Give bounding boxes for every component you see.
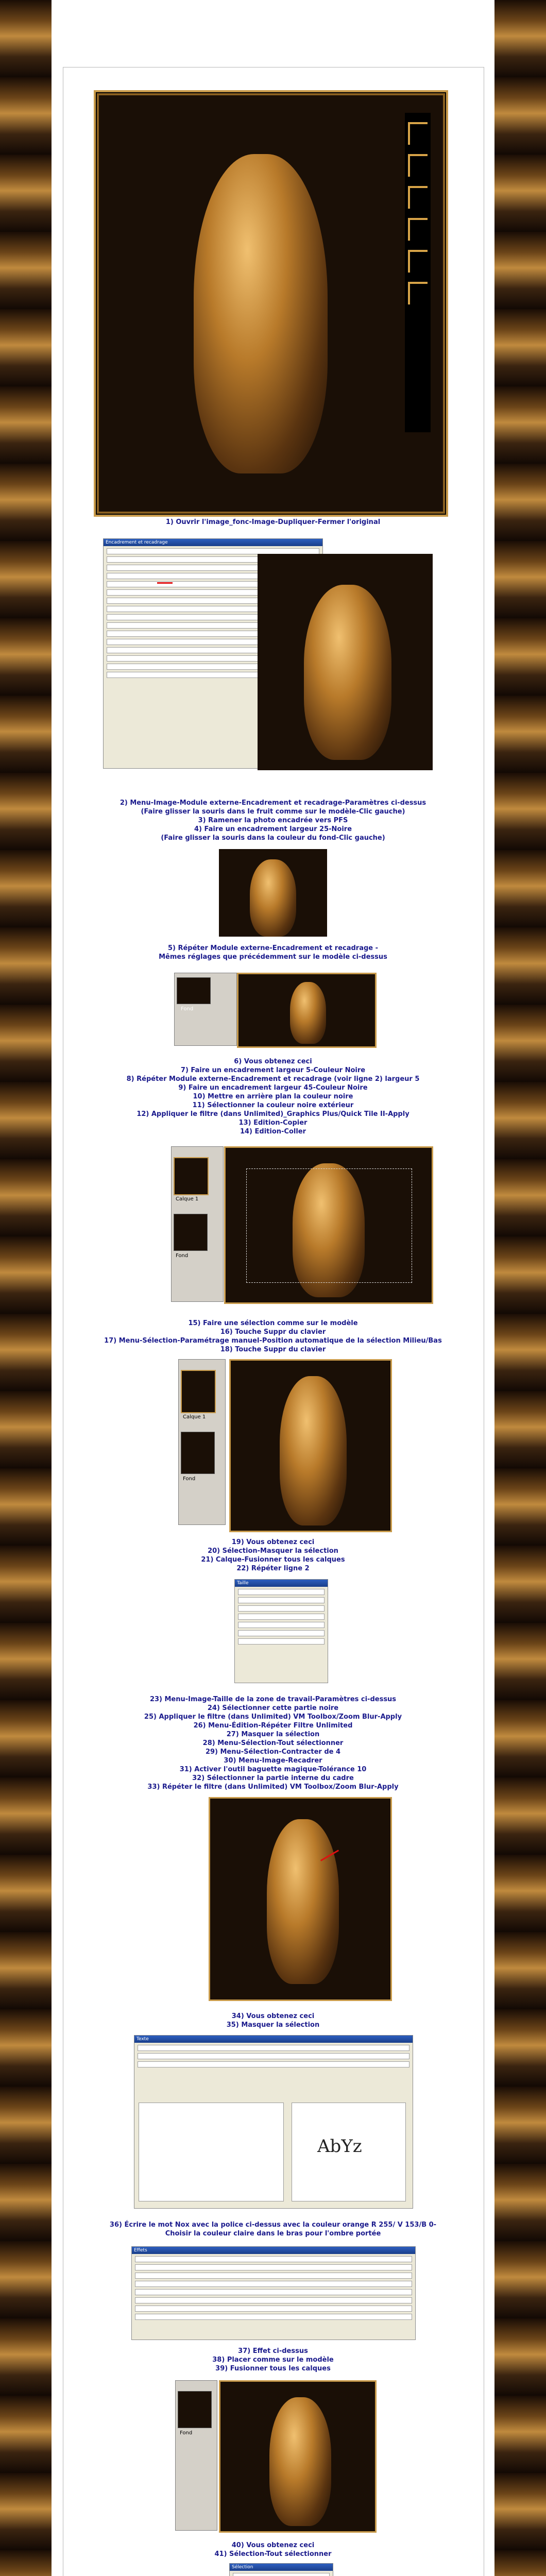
frame-module-window: Encadrement et recadrage — [103, 538, 323, 769]
step-caption: 18) Touche Suppr du clavier — [220, 1346, 326, 1353]
step-caption: 2) Menu-Image-Module externe-Encadrement et recadrage-Paramètres ci-dessus — [120, 799, 426, 807]
step-caption: 28) Menu-Sélection-Tout sélectionner — [202, 1739, 344, 1747]
step-caption: Choisir la couleur claire dans le bras pour l'ombre portée — [165, 2230, 381, 2238]
step-caption: 19) Vous obtenez ceci — [231, 1538, 315, 1546]
step-caption: 7) Faire un encadrement largeur 5-Couleur Noire — [180, 1066, 366, 1074]
step-caption: 30) Menu-Image-Recadrer — [224, 1757, 322, 1765]
layer-label-fond: Fond — [181, 1006, 194, 1012]
step-caption: 21) Calque-Fusionner tous les calques — [201, 1556, 345, 1564]
layers-panel: Fond — [175, 2380, 217, 2531]
step-caption: 4) Faire un encadrement largeur 25-Noire — [194, 825, 352, 833]
step6-image — [237, 973, 377, 1048]
step-caption: 8) Répéter Module externe-Encadrement et recadrage (voir ligne 2) largeur 5 — [126, 1075, 420, 1083]
step-caption: 29) Menu-Sélection-Contracter de 4 — [205, 1748, 341, 1756]
golden-woman-figure — [194, 154, 328, 473]
step-caption: 1) Ouvrir l'image_fonc-Image-Dupliquer-Fermer l'original — [165, 518, 381, 526]
font-preview-text: AbYz — [317, 2136, 362, 2157]
step-caption: 26) Menu-Édition-Répéter Filtre Unlimited — [193, 1722, 353, 1730]
step15-image — [224, 1146, 433, 1304]
layers-panel: Calque 1 Fond — [178, 1359, 226, 1525]
background-right-pattern — [494, 0, 546, 2576]
step40-image — [219, 2380, 377, 2533]
step-caption: 23) Menu-Image-Taille de la zone de travail-Paramètres ci-dessus — [149, 1696, 397, 1703]
canvas-size-dialog: Taille — [234, 1579, 328, 1683]
step-caption: 15) Faire une sélection comme sur le modèle — [188, 1319, 358, 1327]
step34-image — [209, 1797, 392, 2001]
layers-panel — [174, 973, 237, 1046]
text-dialog: Texte AbYz — [134, 2035, 413, 2209]
step-caption: 32) Sélectionner la partie interne du cadre — [192, 1774, 354, 1782]
step-caption: 16) Touche Suppr du clavier — [220, 1328, 326, 1336]
step-caption: 25) Appliquer le filtre (dans Unlimited) VM Toolbox/Zoom Blur-Apply — [144, 1713, 402, 1721]
step-caption: (Faire glisser la souris dans la couleur du fond-Clic gauche) — [161, 834, 385, 842]
red-arrow — [157, 582, 173, 584]
step-caption: 24) Sélectionner cette partie noire — [207, 1704, 339, 1712]
step-caption: 17) Menu-Sélection-Paramétrage manuel-Position automatique de la sélection Milieu/Bas — [104, 1337, 442, 1345]
final-preview-image — [94, 90, 448, 517]
module-preview-image — [258, 554, 433, 770]
step-caption: 36) Écrire le mot Nox avec la police ci-dessus avec la couleur orange R 255/ V 153/B 0- — [109, 2221, 437, 2229]
step-caption: 40) Vous obtenez ceci — [231, 2541, 315, 2549]
step-caption: 22) Répéter ligne 2 — [236, 1565, 310, 1572]
step-caption: 11) Sélectionner la couleur noire extérieur — [192, 1101, 354, 1109]
background-left-pattern — [0, 0, 52, 2576]
step-caption: 5) Répéter Module externe-Encadrement et recadrage - — [167, 944, 379, 952]
step-caption: 39) Fusionner tous les calques — [215, 2365, 331, 2372]
step-caption: 41) Sélection-Tout sélectionner — [214, 2550, 332, 2558]
step-caption: 10) Mettre en arrière plan la couleur noire — [193, 1093, 353, 1100]
step5-image — [219, 849, 327, 937]
nox-text-column — [405, 113, 431, 432]
step-caption: 37) Effet ci-dessus — [238, 2347, 308, 2355]
step19-image — [229, 1359, 392, 1532]
step-caption: 33) Répéter le filtre (dans Unlimited) VM Toolbox/Zoom Blur-Apply — [147, 1783, 399, 1791]
step-caption: 31) Activer l'outil baguette magique-Tolérance 10 — [179, 1766, 367, 1773]
step-caption: 3) Ramener la photo encadrée vers PFS — [198, 817, 348, 824]
step-caption: 34) Vous obtenez ceci — [231, 2012, 315, 2020]
step-caption: 6) Vous obtenez ceci — [234, 1058, 312, 1065]
step-caption: 27) Masquer la sélection — [226, 1731, 320, 1738]
step-caption: 9) Faire un encadrement largeur 45-Couleur Noire — [178, 1084, 368, 1092]
step-caption: 14) Edition-Coller — [240, 1128, 306, 1136]
layer-thumbnail[interactable] — [177, 977, 211, 1004]
step-caption: 12) Appliquer le filtre (dans Unlimited)_Graphics Plus/Quick Tile II-Apply — [136, 1110, 410, 1118]
step-caption: 38) Placer comme sur le modèle — [212, 2356, 334, 2364]
step-caption: (Faire glisser la souris dans le fruit comme sur le modèle-Clic gauche) — [141, 808, 405, 816]
step-caption: 35) Masquer la sélection — [226, 2021, 320, 2029]
step-caption: 13) Edition-Copier — [238, 1119, 308, 1127]
step-caption: Mêmes réglages que précédemment sur le modèle ci-dessus — [159, 953, 387, 961]
tutorial-page — [52, 0, 494, 2576]
step-caption: 20) Sélection-Masquer la sélection — [208, 1547, 338, 1555]
selection-params-dialog: Sélection — [229, 2563, 333, 2576]
shadow-dialog: Effets — [131, 2246, 416, 2340]
layers-panel: Calque 1 Fond — [171, 1146, 224, 1302]
